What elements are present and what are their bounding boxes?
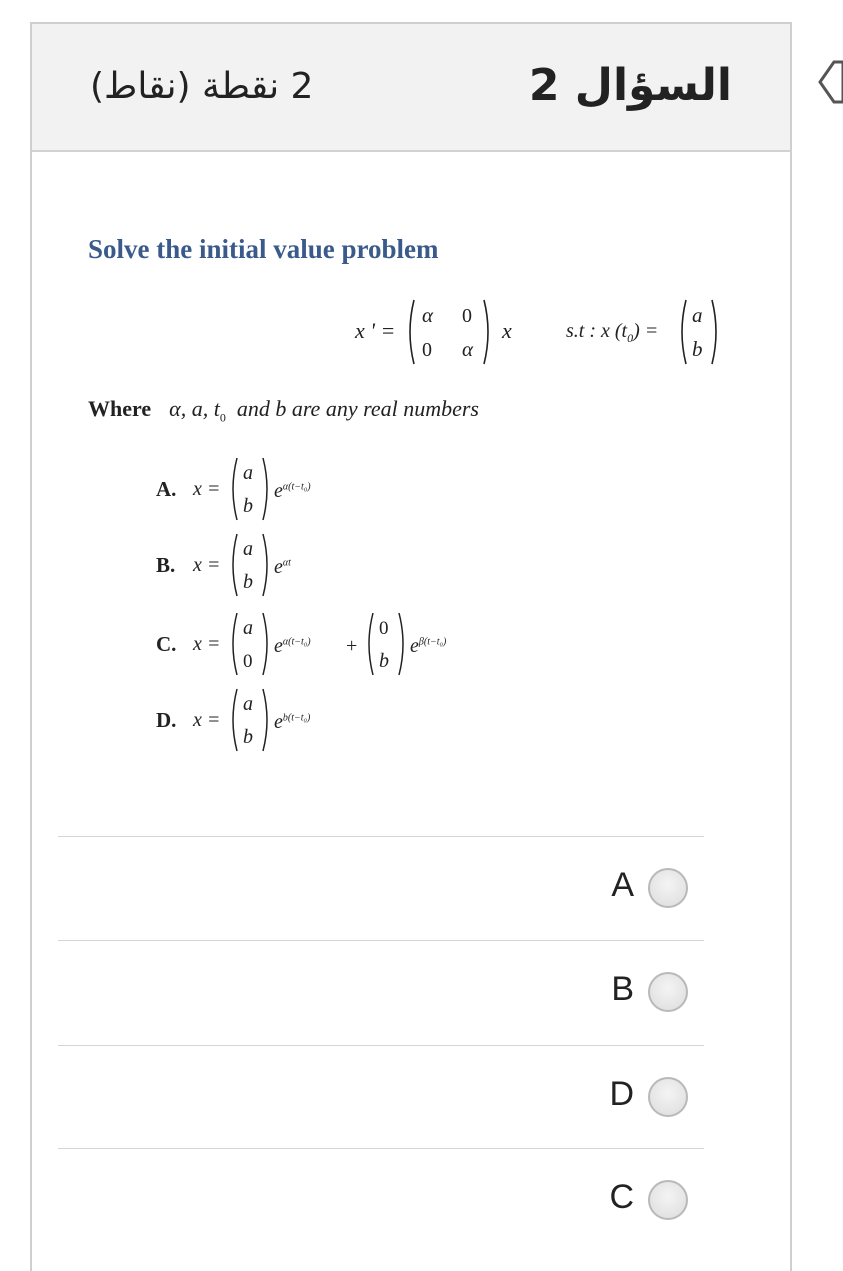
matrix-cell-22: α xyxy=(462,337,474,361)
svg-text:a: a xyxy=(243,693,253,715)
equation-lhs: x ' = xyxy=(355,318,396,343)
choice-label: D xyxy=(609,1075,634,1113)
initial-vector xyxy=(676,296,722,368)
choice-row[interactable] xyxy=(58,836,704,940)
ic-a: a xyxy=(692,303,703,327)
radio-button[interactable] xyxy=(648,972,688,1012)
matrix-cell-11: α xyxy=(422,303,434,327)
option-c-exp-1: $e^{\alpha(t-t_0)}$ xyxy=(274,635,311,657)
option-d-lhs: x = xyxy=(193,709,221,731)
question-points: 2 نقطة (نقاط) xyxy=(90,66,314,107)
chevron-left-icon[interactable] xyxy=(812,58,843,108)
svg-text:0: 0 xyxy=(243,651,253,672)
option-b-exp: $e^{\alpha t}$ xyxy=(274,556,291,578)
option-a-vector xyxy=(228,455,272,523)
svg-text:a: a xyxy=(243,538,253,560)
choice-label: A xyxy=(611,866,634,904)
choice-label: B xyxy=(611,970,634,1008)
option-d-label: D. xyxy=(156,708,177,732)
option-b-label: B. xyxy=(156,553,176,577)
option-c-label: C. xyxy=(156,632,177,656)
option-d-vector xyxy=(228,686,272,754)
where-statement: Where α, a, $t_0$ and b are any real numbers xyxy=(88,396,479,425)
radio-button[interactable] xyxy=(648,868,688,908)
option-a-lhs: x = xyxy=(193,478,221,500)
svg-text:a: a xyxy=(243,617,253,639)
radio-button[interactable] xyxy=(648,1077,688,1117)
svg-text:a: a xyxy=(243,462,253,484)
choice-label: C xyxy=(609,1178,634,1216)
choice-row[interactable] xyxy=(58,1045,704,1149)
option-c-lhs: x = xyxy=(193,633,221,655)
matrix-cell-12: 0 xyxy=(462,305,472,327)
question-title: السؤال 2 xyxy=(528,60,732,111)
choice-row[interactable] xyxy=(58,1148,704,1252)
option-c-vector-1 xyxy=(228,610,272,678)
svg-text:b: b xyxy=(243,726,253,748)
svg-text:b: b xyxy=(379,650,389,672)
radio-button[interactable] xyxy=(648,1180,688,1220)
option-c-plus: + xyxy=(346,635,358,657)
ic-b: b xyxy=(692,337,703,361)
choice-row[interactable] xyxy=(58,940,704,1044)
option-a-exp: $e^{\alpha(t-t_0)}$ xyxy=(274,480,311,502)
option-d-exp: $e^{b(t-t_0)}$ xyxy=(274,711,311,733)
matrix-cell-21: 0 xyxy=(422,339,432,361)
svg-text:0: 0 xyxy=(379,618,389,639)
svg-text:b: b xyxy=(243,571,253,593)
question-header xyxy=(32,24,790,152)
option-b-vector xyxy=(228,531,272,599)
svg-text:b: b xyxy=(243,495,253,517)
option-a-label: A. xyxy=(156,477,177,501)
initial-condition: s.t : x $(t_0)$ = xyxy=(566,320,659,345)
coefficient-matrix xyxy=(404,296,494,368)
option-b-lhs: x = xyxy=(193,554,221,576)
option-c-vector-2 xyxy=(364,610,408,678)
problem-heading: Solve the initial value problem xyxy=(88,234,439,264)
option-c-exp-2: $e^{\beta(t-t_0)}$ xyxy=(410,635,447,657)
equation-x: x xyxy=(502,318,512,343)
